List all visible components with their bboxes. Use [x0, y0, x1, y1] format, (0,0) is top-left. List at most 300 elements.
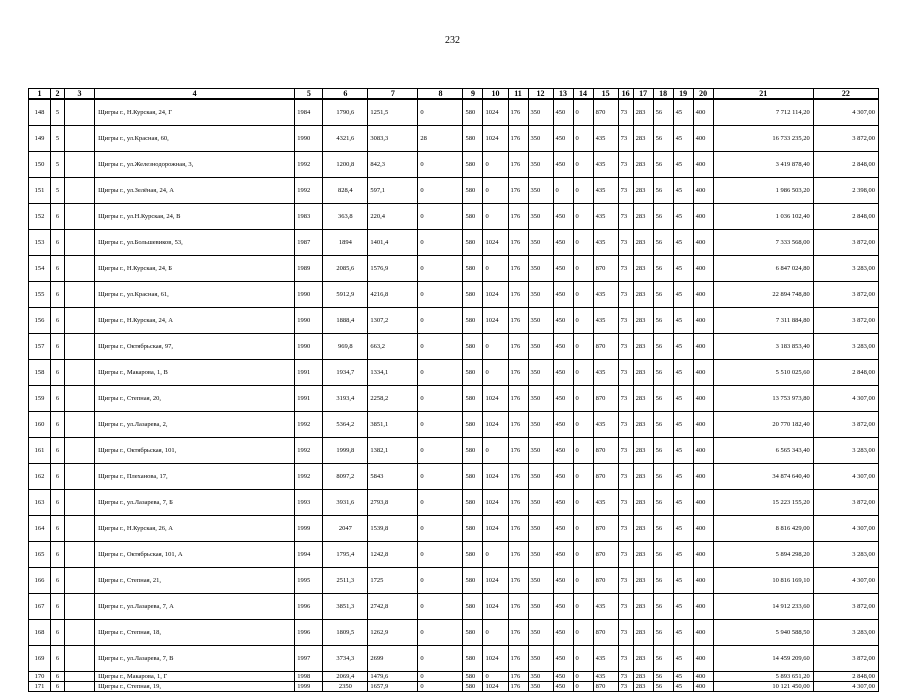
- table-cell: 176: [508, 516, 528, 542]
- table-cell: 580: [463, 438, 483, 464]
- table-cell: 0: [418, 438, 463, 464]
- table-cell: 56: [653, 360, 673, 386]
- table-cell: 45: [673, 542, 693, 568]
- table-row: [29, 646, 879, 672]
- column-header: 14: [573, 89, 593, 100]
- table-cell: 45: [673, 594, 693, 620]
- table-cell: 283: [633, 204, 653, 230]
- table-cell: [65, 152, 95, 178]
- table-cell: 580: [463, 178, 483, 204]
- table-cell: 45: [673, 516, 693, 542]
- table-cell: 73: [618, 672, 633, 682]
- table-cell: 56: [653, 682, 673, 692]
- table-cell: Щигры г., ул.Н.Курская, 24, В: [95, 204, 295, 230]
- table-cell: 0: [573, 516, 593, 542]
- table-cell: 663,2: [368, 334, 418, 360]
- table-cell: 56: [653, 386, 673, 412]
- table-cell: 73: [618, 282, 633, 308]
- table-cell: 0: [573, 204, 593, 230]
- table-cell: 283: [633, 438, 653, 464]
- table-cell: 350: [528, 308, 553, 334]
- table-cell: 450: [553, 308, 573, 334]
- table-cell: 283: [633, 672, 653, 682]
- table-cell: 0: [573, 464, 593, 490]
- table-cell: 5: [51, 178, 65, 204]
- column-header: 18: [653, 89, 673, 100]
- table-cell: 3 872,00: [813, 126, 878, 152]
- table-cell: 165: [29, 542, 51, 568]
- table-row: [29, 620, 879, 646]
- table-cell: 1024: [483, 308, 508, 334]
- table-cell: 1262,9: [368, 620, 418, 646]
- table-cell: 400: [693, 542, 713, 568]
- table-cell: 1725: [368, 568, 418, 594]
- table-cell: 73: [618, 438, 633, 464]
- table-cell: 3 283,00: [813, 334, 878, 360]
- table-cell: 2 848,00: [813, 360, 878, 386]
- table-cell: 151: [29, 178, 51, 204]
- table-row: [29, 438, 879, 464]
- table-cell: 1995: [295, 568, 323, 594]
- table-cell: 10 816 169,10: [713, 568, 813, 594]
- table-cell: 0: [573, 620, 593, 646]
- table-cell: 73: [618, 646, 633, 672]
- table-cell: 73: [618, 334, 633, 360]
- column-header: 5: [295, 89, 323, 100]
- table-cell: 1992: [295, 152, 323, 178]
- table-cell: 4216,8: [368, 282, 418, 308]
- table-cell: 450: [553, 282, 573, 308]
- table-cell: 176: [508, 438, 528, 464]
- table-cell: 1024: [483, 682, 508, 692]
- table-cell: 3 283,00: [813, 256, 878, 282]
- table-cell: 6: [51, 646, 65, 672]
- table-cell: [65, 682, 95, 692]
- table-cell: 580: [463, 490, 483, 516]
- table-cell: 450: [553, 620, 573, 646]
- table-cell: Щигры г., Н.Курская, 24, Б: [95, 256, 295, 282]
- table-cell: 0: [418, 99, 463, 126]
- table-cell: 400: [693, 672, 713, 682]
- column-header: 1: [29, 89, 51, 100]
- table-cell: 1251,5: [368, 99, 418, 126]
- table-cell: 73: [618, 178, 633, 204]
- table-cell: [65, 620, 95, 646]
- table-cell: 0: [483, 438, 508, 464]
- column-header: 19: [673, 89, 693, 100]
- table-cell: 400: [693, 230, 713, 256]
- table-cell: 363,8: [323, 204, 368, 230]
- table-cell: 1334,1: [368, 360, 418, 386]
- table-cell: 2 398,00: [813, 178, 878, 204]
- column-header: 7: [368, 89, 418, 100]
- table-row: [29, 360, 879, 386]
- table-cell: 4 307,00: [813, 568, 878, 594]
- table-cell: 450: [553, 230, 573, 256]
- table-cell: 1 986 503,20: [713, 178, 813, 204]
- table-cell: 400: [693, 308, 713, 334]
- table-cell: 1024: [483, 386, 508, 412]
- table-cell: 56: [653, 178, 673, 204]
- table-cell: 7 311 884,80: [713, 308, 813, 334]
- table-cell: 350: [528, 178, 553, 204]
- table-cell: 8097,2: [323, 464, 368, 490]
- table-cell: 160: [29, 412, 51, 438]
- table-cell: 350: [528, 256, 553, 282]
- table-cell: 1983: [295, 204, 323, 230]
- table-cell: 580: [463, 682, 483, 692]
- table-cell: 1990: [295, 334, 323, 360]
- table-cell: 56: [653, 646, 673, 672]
- table-cell: 45: [673, 360, 693, 386]
- table-cell: 870: [593, 386, 618, 412]
- table-cell: 0: [483, 620, 508, 646]
- table-cell: 1992: [295, 438, 323, 464]
- table-cell: 580: [463, 542, 483, 568]
- column-header: 16: [618, 89, 633, 100]
- table-cell: 350: [528, 126, 553, 152]
- table-cell: 1993: [295, 490, 323, 516]
- table-cell: 283: [633, 594, 653, 620]
- table-cell: 580: [463, 360, 483, 386]
- table-cell: 3193,4: [323, 386, 368, 412]
- table-cell: 168: [29, 620, 51, 646]
- table-cell: 164: [29, 516, 51, 542]
- table-cell: 73: [618, 568, 633, 594]
- table-cell: 0: [418, 308, 463, 334]
- table-cell: 45: [673, 568, 693, 594]
- table-cell: 161: [29, 438, 51, 464]
- table-cell: 56: [653, 99, 673, 126]
- table-cell: 2793,8: [368, 490, 418, 516]
- table-cell: 4 307,00: [813, 386, 878, 412]
- table-cell: 45: [673, 412, 693, 438]
- column-header: 21: [713, 89, 813, 100]
- table-cell: 0: [418, 256, 463, 282]
- table-cell: 2742,8: [368, 594, 418, 620]
- table-cell: 1242,8: [368, 542, 418, 568]
- table-cell: 45: [673, 204, 693, 230]
- table-cell: 45: [673, 126, 693, 152]
- table-cell: Щигры г., Н.Курская, 26, А: [95, 516, 295, 542]
- table-cell: Щигры г., ул.Красная, 60,: [95, 126, 295, 152]
- table-cell: 45: [673, 256, 693, 282]
- table-cell: 580: [463, 412, 483, 438]
- table-cell: 5 940 588,50: [713, 620, 813, 646]
- table-cell: 1934,7: [323, 360, 368, 386]
- table-cell: 0: [573, 360, 593, 386]
- table-cell: 350: [528, 464, 553, 490]
- table-cell: 435: [593, 230, 618, 256]
- column-header: 15: [593, 89, 618, 100]
- table-row: [29, 542, 879, 568]
- table-cell: 3851,3: [323, 594, 368, 620]
- table-cell: 56: [653, 542, 673, 568]
- table-cell: 6: [51, 464, 65, 490]
- table-cell: [65, 282, 95, 308]
- table-cell: 400: [693, 282, 713, 308]
- table-row: [29, 178, 879, 204]
- table-row: [29, 412, 879, 438]
- table-cell: 73: [618, 308, 633, 334]
- table-cell: 45: [673, 386, 693, 412]
- table-cell: [65, 672, 95, 682]
- table-cell: 0: [573, 99, 593, 126]
- table-cell: 350: [528, 99, 553, 126]
- table-cell: 176: [508, 672, 528, 682]
- table-cell: 0: [483, 542, 508, 568]
- table-cell: 0: [418, 646, 463, 672]
- table-cell: 56: [653, 464, 673, 490]
- table-cell: 5364,2: [323, 412, 368, 438]
- table-cell: 176: [508, 490, 528, 516]
- table-cell: 5: [51, 152, 65, 178]
- table-cell: 580: [463, 230, 483, 256]
- table-cell: 45: [673, 152, 693, 178]
- table-row: [29, 516, 879, 542]
- table-cell: 73: [618, 204, 633, 230]
- table-cell: 176: [508, 230, 528, 256]
- table-row: [29, 204, 879, 230]
- column-header: 9: [463, 89, 483, 100]
- table-cell: 73: [618, 620, 633, 646]
- table-cell: 154: [29, 256, 51, 282]
- table-cell: 400: [693, 490, 713, 516]
- table-cell: 580: [463, 99, 483, 126]
- table-row: [29, 490, 879, 516]
- table-cell: 1992: [295, 178, 323, 204]
- table-cell: 45: [673, 464, 693, 490]
- table-cell: 3 872,00: [813, 230, 878, 256]
- table-cell: 1307,2: [368, 308, 418, 334]
- table-cell: 13 753 973,80: [713, 386, 813, 412]
- table-cell: 1657,9: [368, 682, 418, 692]
- table-cell: 56: [653, 672, 673, 682]
- table-cell: 3851,1: [368, 412, 418, 438]
- register-table: [28, 88, 879, 692]
- table-cell: 580: [463, 568, 483, 594]
- table-cell: 176: [508, 152, 528, 178]
- table-cell: 45: [673, 334, 693, 360]
- table-cell: 870: [593, 256, 618, 282]
- table-cell: 1539,8: [368, 516, 418, 542]
- table-cell: 1024: [483, 490, 508, 516]
- table-cell: 56: [653, 568, 673, 594]
- table-cell: 580: [463, 126, 483, 152]
- table-cell: 176: [508, 178, 528, 204]
- table-cell: [65, 516, 95, 542]
- table-cell: 1991: [295, 386, 323, 412]
- table-cell: 2511,3: [323, 568, 368, 594]
- table-cell: 73: [618, 256, 633, 282]
- table-cell: 350: [528, 542, 553, 568]
- table-row: [29, 308, 879, 334]
- table-cell: 148: [29, 99, 51, 126]
- table-cell: 1999: [295, 682, 323, 692]
- table-cell: 1999,8: [323, 438, 368, 464]
- table-cell: 350: [528, 360, 553, 386]
- table-cell: 0: [418, 230, 463, 256]
- table-cell: Щигры г., ул.Большевиков, 53,: [95, 230, 295, 256]
- table-cell: 283: [633, 99, 653, 126]
- table-row: [29, 594, 879, 620]
- table-cell: 0: [573, 438, 593, 464]
- table-cell: 350: [528, 412, 553, 438]
- table-cell: 3 872,00: [813, 308, 878, 334]
- table-cell: [65, 412, 95, 438]
- table-cell: 435: [593, 204, 618, 230]
- table-cell: 1024: [483, 99, 508, 126]
- table-cell: 6: [51, 542, 65, 568]
- table-cell: 176: [508, 282, 528, 308]
- table-cell: [65, 230, 95, 256]
- table-cell: 56: [653, 126, 673, 152]
- table-cell: 56: [653, 620, 673, 646]
- table-cell: 176: [508, 646, 528, 672]
- table-cell: 176: [508, 360, 528, 386]
- table-cell: Щигры г., Октябрьская, 101,: [95, 438, 295, 464]
- table-cell: 450: [553, 594, 573, 620]
- table-cell: 45: [673, 282, 693, 308]
- column-header: 10: [483, 89, 508, 100]
- table-cell: 1809,5: [323, 620, 368, 646]
- table-cell: 400: [693, 464, 713, 490]
- table-cell: 283: [633, 256, 653, 282]
- table-cell: 0: [573, 178, 593, 204]
- table-row: [29, 256, 879, 282]
- table-cell: 176: [508, 308, 528, 334]
- table-cell: 3 872,00: [813, 412, 878, 438]
- table-cell: 16 733 235,20: [713, 126, 813, 152]
- table-cell: 400: [693, 256, 713, 282]
- table-cell: 6: [51, 516, 65, 542]
- column-header: 8: [418, 89, 463, 100]
- table-cell: 0: [483, 152, 508, 178]
- table-cell: 0: [418, 360, 463, 386]
- table-cell: 1987: [295, 230, 323, 256]
- table-cell: 5 893 651,20: [713, 672, 813, 682]
- table-cell: 1997: [295, 646, 323, 672]
- table-cell: 350: [528, 516, 553, 542]
- table-cell: 0: [418, 620, 463, 646]
- table-cell: 435: [593, 412, 618, 438]
- table-cell: 162: [29, 464, 51, 490]
- table-cell: 10 121 450,00: [713, 682, 813, 692]
- table-cell: Щигры г., ул.Зелёная, 24, А: [95, 178, 295, 204]
- table-cell: 350: [528, 490, 553, 516]
- table-cell: 5 894 298,20: [713, 542, 813, 568]
- table-cell: 450: [553, 360, 573, 386]
- table-cell: 0: [418, 594, 463, 620]
- table-cell: 6: [51, 568, 65, 594]
- table-cell: 0: [418, 516, 463, 542]
- table-cell: 56: [653, 204, 673, 230]
- table-cell: 400: [693, 646, 713, 672]
- table-cell: 450: [553, 334, 573, 360]
- table-cell: 0: [483, 672, 508, 682]
- table-cell: 15 223 155,20: [713, 490, 813, 516]
- table-cell: 56: [653, 438, 673, 464]
- page-number: 232: [445, 35, 460, 46]
- table-cell: 580: [463, 386, 483, 412]
- table-cell: 56: [653, 516, 673, 542]
- table-cell: 350: [528, 620, 553, 646]
- table-cell: Щигры г., Н.Курская, 24, Г: [95, 99, 295, 126]
- table-cell: 5: [51, 126, 65, 152]
- table-cell: Щигры г., ул.Лазарева, 7, А: [95, 594, 295, 620]
- table-cell: 450: [553, 682, 573, 692]
- table-cell: 0: [573, 386, 593, 412]
- table-cell: 3 283,00: [813, 620, 878, 646]
- table-cell: 0: [483, 204, 508, 230]
- table-cell: 870: [593, 99, 618, 126]
- table-cell: 56: [653, 334, 673, 360]
- table-cell: 400: [693, 126, 713, 152]
- table-cell: 842,3: [368, 152, 418, 178]
- table-cell: 580: [463, 308, 483, 334]
- table-cell: 450: [553, 568, 573, 594]
- table-cell: Щигры г., Октябрьская, 97,: [95, 334, 295, 360]
- table-cell: 6: [51, 620, 65, 646]
- table-cell: 400: [693, 438, 713, 464]
- table-cell: 4 307,00: [813, 99, 878, 126]
- table-cell: 350: [528, 438, 553, 464]
- table-cell: 1795,4: [323, 542, 368, 568]
- table-cell: 0: [418, 282, 463, 308]
- table-cell: 0: [418, 386, 463, 412]
- table-cell: [65, 438, 95, 464]
- table-cell: 3 872,00: [813, 594, 878, 620]
- table-cell: 1024: [483, 230, 508, 256]
- table-cell: 450: [553, 490, 573, 516]
- table-cell: 157: [29, 334, 51, 360]
- table-cell: 45: [673, 646, 693, 672]
- table-row: [29, 672, 879, 682]
- table-row: [29, 386, 879, 412]
- table-cell: 4321,6: [323, 126, 368, 152]
- table-cell: 1024: [483, 594, 508, 620]
- table-cell: 1024: [483, 282, 508, 308]
- table-cell: 156: [29, 308, 51, 334]
- table-cell: 20 770 182,40: [713, 412, 813, 438]
- table-cell: 1990: [295, 308, 323, 334]
- table-cell: 1992: [295, 412, 323, 438]
- table-cell: 350: [528, 682, 553, 692]
- table-cell: 163: [29, 490, 51, 516]
- table-cell: 0: [418, 152, 463, 178]
- table-cell: 56: [653, 308, 673, 334]
- table-cell: 435: [593, 152, 618, 178]
- table-cell: 350: [528, 672, 553, 682]
- table-cell: 1888,4: [323, 308, 368, 334]
- table-cell: 176: [508, 682, 528, 692]
- table-cell: [65, 204, 95, 230]
- table-cell: 0: [418, 334, 463, 360]
- table-cell: 828,4: [323, 178, 368, 204]
- table-cell: 149: [29, 126, 51, 152]
- table-cell: 580: [463, 282, 483, 308]
- table-cell: 450: [553, 438, 573, 464]
- table-cell: 14 459 209,60: [713, 646, 813, 672]
- table-cell: 1200,8: [323, 152, 368, 178]
- table-cell: 0: [573, 412, 593, 438]
- table-cell: 1024: [483, 568, 508, 594]
- table-cell: 580: [463, 516, 483, 542]
- table-cell: 0: [573, 682, 593, 692]
- table-cell: 283: [633, 230, 653, 256]
- table-cell: 6: [51, 438, 65, 464]
- table-cell: 400: [693, 386, 713, 412]
